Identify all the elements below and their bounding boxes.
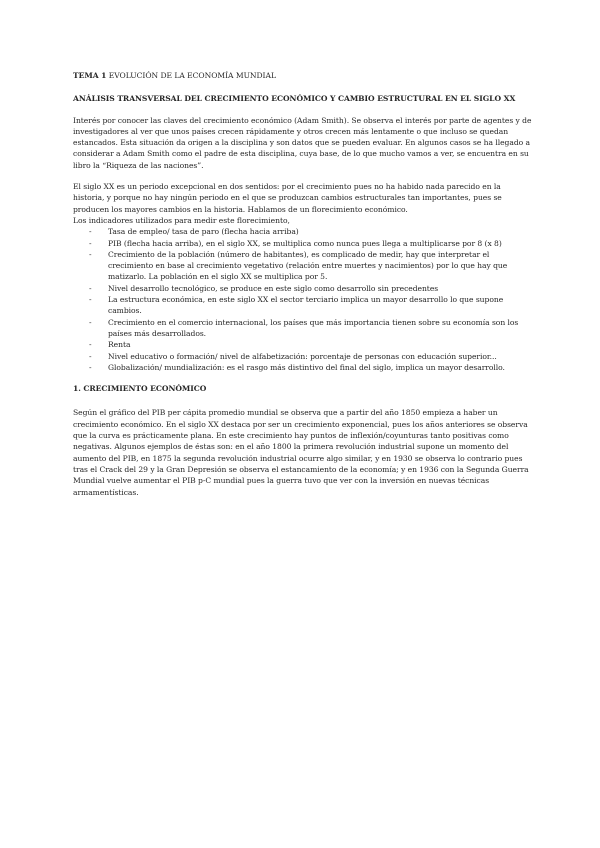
list-item: - Crecimiento de la población (número de habitantes), es complicado de medir, hay que interpretar el crecimiento en base al crecimiento vegetativo (relación entre muertes y nacimientos) por lo que hay que matizarlo. La población en el siglo XX se multiplica por 5. [89,249,533,283]
topic-title [73,70,533,81]
list-item: - Globalización/ mundialización: es el rasgo más distintivo del final del siglo, implica un mayor desarrollo. [89,362,533,373]
list-item: - La estructura económica, en este siglo XX el sector terciario implica un mayor desarrollo lo que supone cambios. [89,294,533,317]
list-item: - PIB (flecha hacia arriba), en el siglo XX, se multiplica como nunca pues llega a multiplicarse por 8 (x 8) [89,238,533,249]
list-item: - Tasa de empleo/ tasa de paro (flecha hacia arriba) [89,226,533,237]
section-1-paragraph: Según el gráfico del PIB per cápita promedio mundial se observa que a partir del año 1850 empieza a haber un crecimiento económico. En el siglo XX destaca por ser un crecimiento exponencial, pues los años anteriores se observa que la curva es prácticamente plana. En este crecimiento hay puntos de inflexión/coyunturas tanto positivas como negativas. Algunos ejemplos de éstas son: en el año 1800 la primera revolución industrial supone un momento del aumento del PIB, en 1875 la segunda revolución industrial ocurre algo similar, y en 1930 se observa lo contrario pues tras el Crack del 29 y la Gran Depresión se observa el estancamiento de la economía; y en 1936 con la Segunda Guerra Mundial vuelve aumentar el PIB p-C mundial pues la guerra tuvo que ver con la inversión en nuevas técnicas armamentísticas. [73,408,529,497]
section-heading: ANÁLISIS TRANSVERSAL DEL CRECIMIENTO ECONÓMICO Y CAMBIO ESTRUCTURAL EN EL SIGLO XX [73,94,516,104]
section-1-title: 1. CRECIMIENTO ECONÓMICO [73,384,207,394]
topic-label: TEMA 1 [73,71,107,80]
intro-paragraph: Interés por conocer las claves del crecimiento económico (Adam Smith). Se observa el interés por parte de agentes y de investigadores al ver que unos países crecen rápidamente y otros crecen más lentamente o que incluso se quedan estancados. Esta situación da origen a la disciplina y son datos que se pueden evaluar. En algunos casos se ha llegado a considerar a Adam Smith como el padre de esta disciplina, cuya base, de lo que mucho vamos a ver, se encuentra en su libro la “Riqueza de las naciones”. [73,115,532,170]
list-item: - Renta [89,339,533,350]
twentieth-century-paragraph: El siglo XX es un periodo excepcional en dos sentidos: por el crecimiento pues no ha habido nada parecido en la historia, y porque no hay ningún periodo en el que se produzcan cambios estructurales tan importantes, pues se producen los mayores cambios en la historia. Hablamos de un florecimiento económico. [73,182,502,214]
list-item: - Nivel desarrollo tecnológico, se produce en este siglo como desarrollo sin precedentes [89,283,533,294]
document-body [73,70,533,508]
list-item: - Crecimiento en el comercio internacional, los países que más importancia tienen sobre su economía son los países más desarrollados. [89,317,533,340]
indicators-list [73,226,533,373]
indicators-intro: Los indicadores utilizados para medir este florecimiento, [73,215,290,225]
list-item: - Nivel educativo o formación/ nivel de alfabetización: porcentaje de personas con educación superior... [89,351,533,362]
topic-name: EVOLUCIÓN DE LA ECONOMÍA MUNDIAL [108,71,276,80]
